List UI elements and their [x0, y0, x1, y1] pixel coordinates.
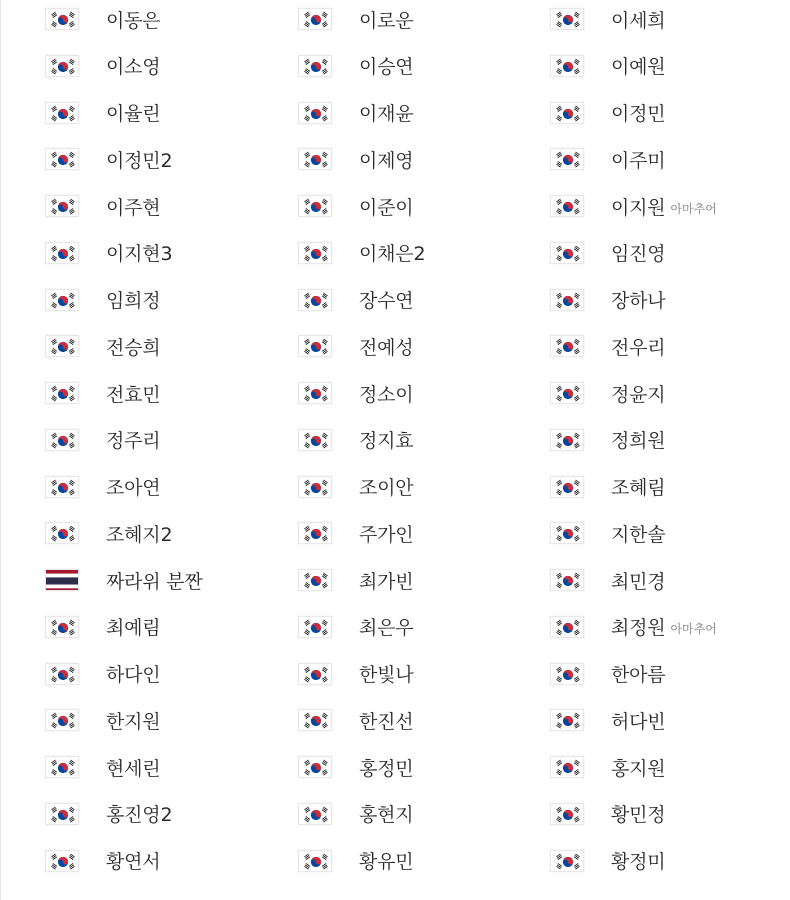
- participant-item: [298, 48, 548, 84]
- participant-name: 최가빈: [359, 570, 414, 593]
- south-korea-flag-icon: [550, 616, 584, 638]
- south-korea-flag-icon: [45, 756, 79, 778]
- participant-name: 하다인: [106, 664, 161, 686]
- participant-item: [45, 609, 295, 645]
- south-korea-flag-icon: [298, 803, 332, 825]
- participant-item: [45, 796, 295, 832]
- south-korea-flag-icon: [298, 476, 332, 498]
- participant-status-label: 아마추어: [670, 201, 717, 216]
- participant-name: 이채은2: [359, 243, 426, 266]
- participant-item: [45, 48, 295, 84]
- participant-name: 정소이: [359, 383, 414, 406]
- participant-name: 정주리: [106, 430, 161, 453]
- participant-item: [550, 469, 790, 505]
- participant-name: 최민경: [611, 570, 666, 593]
- participant-item: [298, 188, 548, 224]
- participant-name: 이제영: [359, 149, 414, 172]
- participant-item: [45, 188, 295, 224]
- south-korea-flag-icon: [298, 8, 332, 30]
- south-korea-flag-icon: [45, 55, 79, 77]
- participant-name: 이승연: [359, 56, 414, 79]
- participant-name: 전효민: [106, 383, 161, 406]
- participant-name: 황연서: [106, 851, 161, 873]
- participant-name: 현세린: [106, 757, 161, 780]
- participant-name: 황유민: [359, 851, 414, 873]
- participant-item: [550, 328, 790, 364]
- participant-item: [550, 656, 790, 692]
- south-korea-flag-icon: [550, 709, 584, 731]
- participant-item: [45, 375, 295, 411]
- participant-status-label: 아마추어: [670, 622, 717, 637]
- south-korea-flag-icon: [298, 756, 332, 778]
- participant-item: [45, 95, 295, 131]
- south-korea-flag-icon: [298, 429, 332, 451]
- participant-item: [550, 188, 790, 224]
- south-korea-flag-icon: [45, 102, 79, 124]
- participant-item: [298, 843, 548, 879]
- participant-item: [45, 843, 295, 879]
- participant-name: 한지원: [106, 710, 161, 733]
- participant-name: 이소영: [106, 56, 161, 79]
- participant-item: [45, 702, 295, 738]
- participant-item: [45, 515, 295, 551]
- participant-item: [550, 796, 790, 832]
- participant-item: [45, 562, 295, 598]
- participant-name: 이지원: [611, 196, 666, 219]
- participant-name: 홍현지: [359, 804, 414, 827]
- participant-item: [298, 749, 548, 785]
- participant-item: [298, 656, 548, 692]
- participant-name: 정윤지: [611, 383, 666, 406]
- south-korea-flag-icon: [45, 522, 79, 544]
- participant-item: [298, 422, 548, 458]
- participant-name: 황민정: [611, 804, 666, 827]
- south-korea-flag-icon: [45, 803, 79, 825]
- participant-item: [550, 1, 790, 37]
- thailand-flag-icon: [45, 569, 79, 591]
- south-korea-flag-icon: [550, 335, 584, 357]
- participant-name: 최은우: [359, 617, 414, 640]
- south-korea-flag-icon: [298, 102, 332, 124]
- participant-name: 이주미: [611, 149, 666, 172]
- participant-item: [550, 235, 790, 271]
- south-korea-flag-icon: [45, 289, 79, 311]
- south-korea-flag-icon: [298, 616, 332, 638]
- participant-name: 한아름: [611, 664, 666, 686]
- participant-name: 조이안: [359, 477, 414, 499]
- south-korea-flag-icon: [45, 476, 79, 498]
- participant-item: [298, 282, 548, 318]
- participant-item: [45, 141, 295, 177]
- south-korea-flag-icon: [298, 242, 332, 264]
- south-korea-flag-icon: [298, 289, 332, 311]
- south-korea-flag-icon: [298, 663, 332, 685]
- participant-name: 황정미: [611, 851, 666, 873]
- participant-item: [45, 282, 295, 318]
- participant-item: [45, 422, 295, 458]
- participant-name: 이재윤: [359, 103, 414, 125]
- participant-name: 전우리: [611, 336, 666, 359]
- participant-item: [550, 375, 790, 411]
- participant-name: 지한솔: [611, 523, 666, 546]
- south-korea-flag-icon: [45, 148, 79, 170]
- participant-name: 이주현: [106, 196, 161, 219]
- participant-name: 이로운: [359, 9, 414, 32]
- participant-item: [298, 141, 548, 177]
- participant-name: 조혜림: [611, 477, 666, 499]
- participant-item: [298, 235, 548, 271]
- south-korea-flag-icon: [45, 616, 79, 638]
- participant-name: 장수연: [359, 290, 414, 312]
- south-korea-flag-icon: [298, 522, 332, 544]
- participant-item: [550, 141, 790, 177]
- south-korea-flag-icon: [550, 522, 584, 544]
- south-korea-flag-icon: [45, 709, 79, 731]
- south-korea-flag-icon: [298, 335, 332, 357]
- participant-item: [45, 656, 295, 692]
- south-korea-flag-icon: [550, 569, 584, 591]
- participant-name: 장하나: [611, 290, 666, 312]
- south-korea-flag-icon: [45, 429, 79, 451]
- south-korea-flag-icon: [550, 8, 584, 30]
- participant-name: 이정민2: [106, 149, 173, 172]
- participant-name: 최예림: [106, 617, 161, 640]
- participant-name: 홍지원: [611, 757, 666, 780]
- south-korea-flag-icon: [45, 850, 79, 872]
- participant-name: 이준이: [359, 196, 414, 219]
- south-korea-flag-icon: [298, 569, 332, 591]
- south-korea-flag-icon: [298, 148, 332, 170]
- south-korea-flag-icon: [550, 102, 584, 124]
- participant-item: [550, 282, 790, 318]
- south-korea-flag-icon: [45, 663, 79, 685]
- south-korea-flag-icon: [298, 709, 332, 731]
- south-korea-flag-icon: [45, 195, 79, 217]
- south-korea-flag-icon: [45, 335, 79, 357]
- participant-name: 정희원: [611, 430, 666, 453]
- south-korea-flag-icon: [550, 148, 584, 170]
- participant-item: [550, 422, 790, 458]
- participant-item: [298, 1, 548, 37]
- participant-name: 허다빈: [611, 710, 666, 733]
- participant-item: [298, 95, 548, 131]
- participant-item: [45, 235, 295, 271]
- participant-name: 이정민: [611, 103, 666, 125]
- south-korea-flag-icon: [550, 756, 584, 778]
- participant-name: 이세희: [611, 9, 666, 32]
- participant-item: [550, 515, 790, 551]
- south-korea-flag-icon: [298, 195, 332, 217]
- participant-item: [45, 749, 295, 785]
- participant-name: 조혜지2: [106, 523, 173, 546]
- participant-item: [298, 702, 548, 738]
- participant-name: 임희정: [106, 290, 161, 312]
- participant-item: [550, 95, 790, 131]
- south-korea-flag-icon: [550, 663, 584, 685]
- south-korea-flag-icon: [45, 382, 79, 404]
- participant-name: 이동은: [106, 9, 161, 32]
- participant-item: [550, 749, 790, 785]
- left-divider: [0, 0, 1, 900]
- participant-name: 전승희: [106, 336, 161, 359]
- south-korea-flag-icon: [550, 429, 584, 451]
- participant-item: [298, 609, 548, 645]
- participant-name: 짜라위 분짠: [106, 570, 203, 593]
- south-korea-flag-icon: [550, 242, 584, 264]
- participant-item: [550, 609, 790, 645]
- participant-name: 전예성: [359, 336, 414, 359]
- participant-item: [550, 702, 790, 738]
- south-korea-flag-icon: [550, 289, 584, 311]
- participant-name: 한진선: [359, 710, 414, 733]
- participant-item: [45, 328, 295, 364]
- south-korea-flag-icon: [550, 850, 584, 872]
- participant-name: 정지효: [359, 430, 414, 453]
- participant-item: [298, 562, 548, 598]
- south-korea-flag-icon: [45, 8, 79, 30]
- participant-name: 이율린: [106, 103, 161, 125]
- south-korea-flag-icon: [45, 242, 79, 264]
- participant-item: [550, 843, 790, 879]
- participant-name: 이예원: [611, 56, 666, 79]
- participant-item: [298, 469, 548, 505]
- participant-name: 조아연: [106, 477, 161, 499]
- participant-name: 홍진영2: [106, 804, 173, 827]
- participant-name: 홍정민: [359, 757, 414, 780]
- participant-name: 주가인: [359, 523, 414, 546]
- south-korea-flag-icon: [298, 382, 332, 404]
- south-korea-flag-icon: [550, 55, 584, 77]
- south-korea-flag-icon: [298, 55, 332, 77]
- participant-item: [550, 562, 790, 598]
- participant-item: [45, 469, 295, 505]
- participant-item: [550, 48, 790, 84]
- participant-name: 최정원: [611, 617, 666, 640]
- participant-name: 임진영: [611, 243, 666, 266]
- participant-item: [298, 796, 548, 832]
- participant-item: [45, 1, 295, 37]
- participant-name: 한빛나: [359, 664, 414, 686]
- south-korea-flag-icon: [550, 195, 584, 217]
- south-korea-flag-icon: [298, 850, 332, 872]
- south-korea-flag-icon: [550, 803, 584, 825]
- south-korea-flag-icon: [550, 382, 584, 404]
- participant-item: [298, 515, 548, 551]
- participant-name: 이지현3: [106, 243, 173, 266]
- participant-item: [298, 375, 548, 411]
- south-korea-flag-icon: [550, 476, 584, 498]
- participant-item: [298, 328, 548, 364]
